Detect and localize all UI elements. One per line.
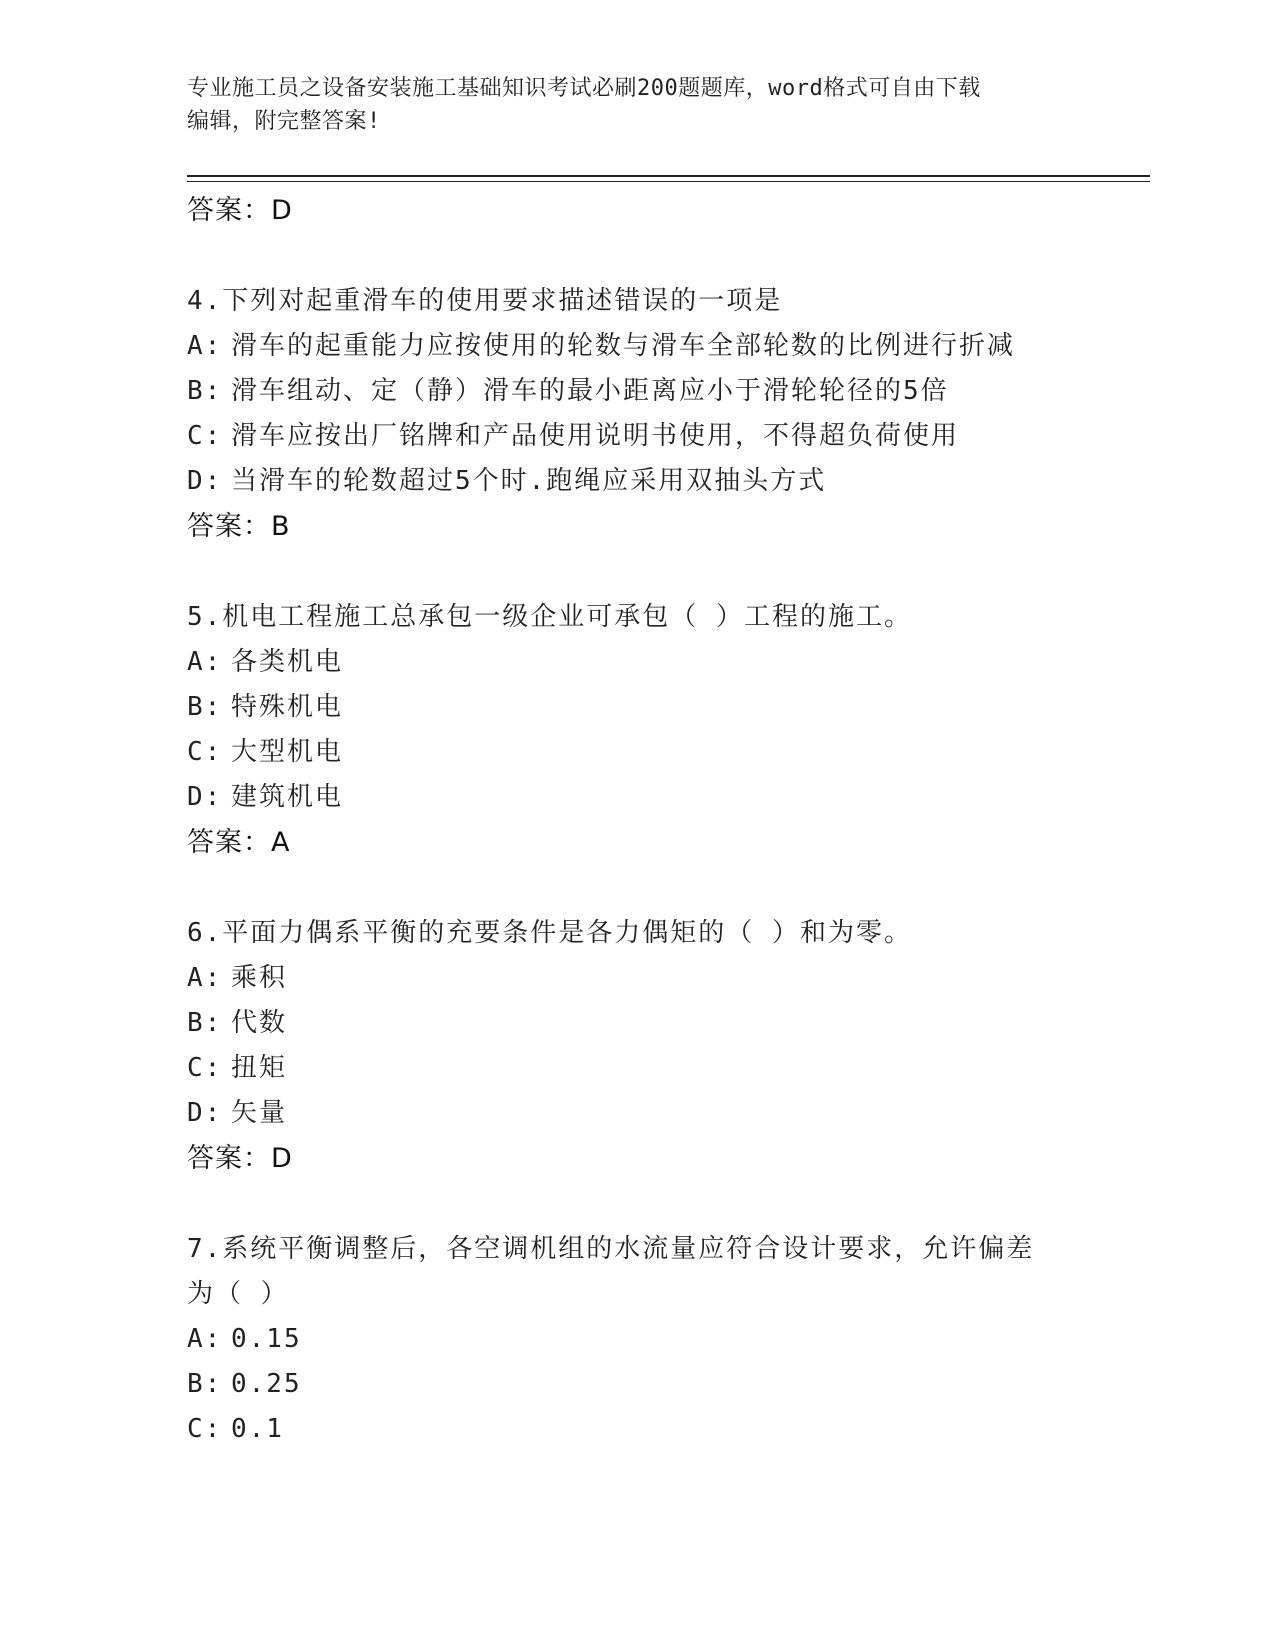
- option-text: 乘积: [231, 963, 288, 993]
- question-text-line-1: 7.系统平衡调整后，各空调机组的水流量应符合设计要求，允许偏差: [187, 1234, 1035, 1264]
- option-text: 特殊机电: [231, 692, 344, 722]
- answer-line: 答案：B: [187, 511, 291, 542]
- option-text: 0.1: [231, 1414, 284, 1444]
- option-b: [187, 1362, 1087, 1407]
- option-text: 滑车应按出厂铭牌和产品使用说明书使用，不得超负荷使用: [231, 421, 960, 451]
- option-key: C:: [187, 421, 223, 451]
- option-d: [187, 459, 1087, 504]
- option-key: A:: [187, 1324, 223, 1354]
- question-text: 4.下列对起重滑车的使用要求描述错误的一项是: [187, 286, 783, 316]
- option-d: [187, 775, 1087, 820]
- answer-line: 答案：D: [187, 195, 293, 226]
- option-key: D:: [187, 1098, 223, 1128]
- option-key: D:: [187, 782, 223, 812]
- option-b: [187, 685, 1087, 730]
- option-text: 0.15: [231, 1324, 302, 1354]
- option-key: B:: [187, 692, 223, 722]
- option-key: C:: [187, 737, 223, 767]
- option-c: [187, 730, 1087, 775]
- option-text: 当滑车的轮数超过5个时.跑绳应采用双抽头方式: [231, 466, 827, 496]
- answer-line: 答案：D: [187, 1143, 293, 1174]
- question-block: [187, 1227, 1087, 1452]
- option-key: A:: [187, 331, 223, 361]
- question-block: [187, 911, 1087, 1182]
- option-d: [187, 1091, 1087, 1136]
- option-text: 滑车组动、定（静）滑车的最小距离应小于滑轮轮径的5倍: [231, 376, 949, 406]
- option-text: 扭矩: [231, 1053, 288, 1083]
- option-a: [187, 1317, 1087, 1362]
- option-text: 0.25: [231, 1369, 302, 1399]
- question-text-line-2: 为（ ）: [187, 1279, 289, 1309]
- question-block: [187, 595, 1087, 866]
- document-header: [187, 72, 1067, 138]
- question-text: 6.平面力偶系平衡的充要条件是各力偶矩的（ ）和为零。: [187, 918, 912, 948]
- option-text: 建筑机电: [231, 782, 344, 812]
- question-block: [187, 279, 1087, 550]
- header-line-1: 专业施工员之设备安装施工基础知识考试必刷200题题库，word格式可自由下载: [187, 76, 981, 101]
- option-text: 大型机电: [231, 737, 344, 767]
- option-c: [187, 1407, 1087, 1452]
- option-text: 代数: [231, 1008, 288, 1038]
- option-key: B:: [187, 1008, 223, 1038]
- option-key: B:: [187, 1369, 223, 1399]
- option-c: [187, 1046, 1087, 1091]
- option-b: [187, 369, 1087, 414]
- option-a: [187, 640, 1087, 685]
- option-c: [187, 414, 1087, 459]
- option-key: B:: [187, 376, 223, 406]
- option-key: A:: [187, 963, 223, 993]
- option-text: 矢量: [231, 1098, 288, 1128]
- header-line-2: 编辑，附完整答案!: [187, 109, 381, 134]
- option-b: [187, 1001, 1087, 1046]
- answer-line: 答案：A: [187, 827, 291, 858]
- option-key: A:: [187, 647, 223, 677]
- header-divider-thin: [187, 181, 1150, 182]
- question-list: [187, 188, 1087, 1452]
- question-text: 5.机电工程施工总承包一级企业可承包（ ）工程的施工。: [187, 602, 912, 632]
- option-key: C:: [187, 1414, 223, 1444]
- option-a: [187, 324, 1087, 369]
- option-text: 各类机电: [231, 647, 344, 677]
- option-a: [187, 956, 1087, 1001]
- header-divider-thick: [187, 175, 1150, 177]
- option-key: D:: [187, 466, 223, 496]
- option-text: 滑车的起重能力应按使用的轮数与滑车全部轮数的比例进行折减: [231, 331, 1016, 361]
- option-key: C:: [187, 1053, 223, 1083]
